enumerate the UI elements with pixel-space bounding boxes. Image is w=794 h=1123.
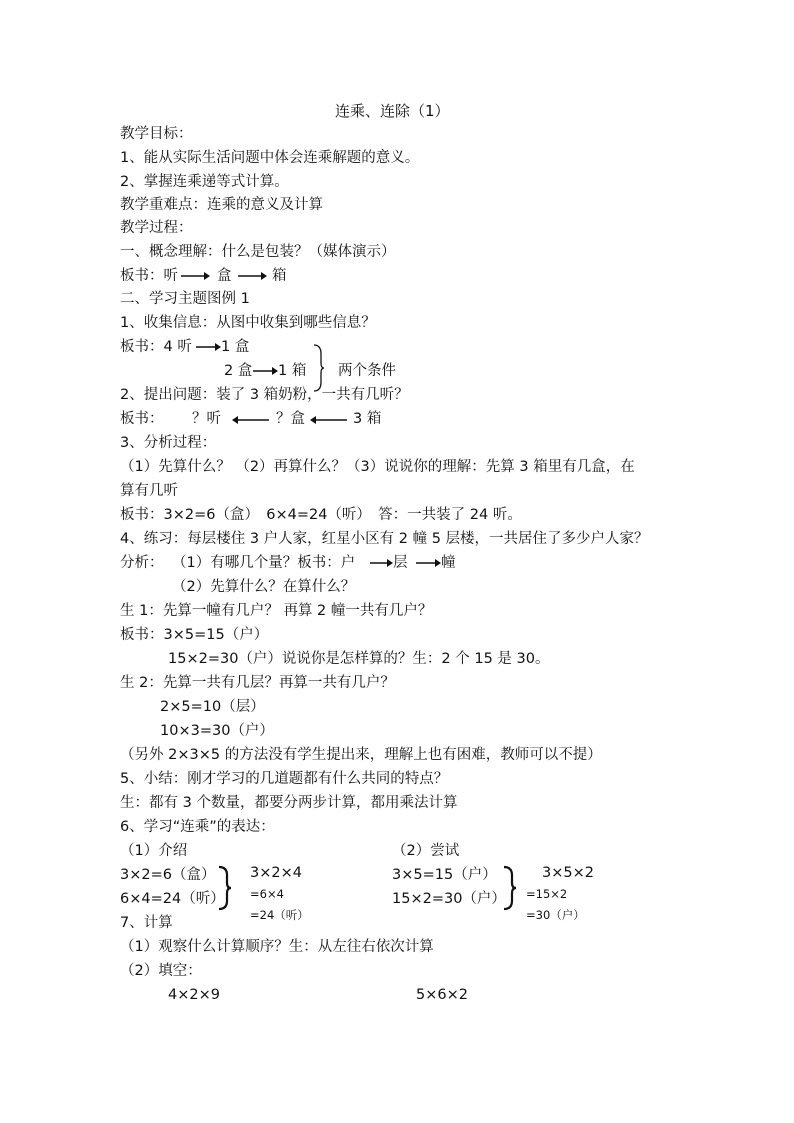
board-4: 板书：3×2=6（盒） 6×4=24（听） 答：一共装了 24 听。	[120, 507, 522, 523]
section-5-summary: 5、小结：刚才学习的几道题都有什么共同的特点？	[120, 771, 449, 787]
analysis-prefix: 分析：	[120, 555, 164, 571]
board-2-line2-left: 2 盒	[224, 363, 253, 379]
left-arrow-icon	[310, 414, 348, 426]
intro-equation-1: 3×2=6（盒）	[120, 867, 216, 883]
board-2-line2-right: 1 箱	[278, 363, 307, 379]
left-arrow-icon	[232, 414, 270, 426]
trial-equation-1: 3×5=15（户）	[392, 867, 497, 883]
student-2-board-2: 10×3=30（户）	[160, 723, 274, 739]
board-1-box: 盒	[217, 268, 232, 284]
board-3-ting: ？听	[192, 411, 221, 427]
fill-expression-1: 4×2×9	[168, 987, 220, 1003]
section-2-item-1: 1、收集信息：从图中收集到哪些信息？	[120, 315, 376, 331]
right-brace-icon	[218, 866, 232, 910]
section-2-item-3: 3、分析过程：	[120, 435, 217, 451]
analysis-q1: （1）有哪几个量？板书：户	[172, 555, 356, 571]
intro-equation-2: 6×4=24（听）	[120, 891, 225, 907]
right-arrow-icon	[369, 557, 393, 569]
right-arrow-icon	[252, 365, 278, 377]
section-4-exercise: 4、练习：每层楼住 3 户人家，红星小区有 2 幢 5 层楼，一共居住了多少户人家？	[120, 531, 649, 547]
intro-step-2: =24（听）	[250, 908, 309, 922]
student-2-board-1: 2×5=10（层）	[160, 699, 265, 715]
intro-heading: （1）介绍	[120, 843, 188, 859]
board-2-line1-left: 板书：4 听	[120, 339, 192, 355]
board-2-conditions: 两个条件	[338, 363, 396, 379]
intro-expression: 3×2×4	[250, 865, 302, 881]
right-arrow-icon	[195, 341, 221, 353]
board-2-line1-right: 1 盒	[221, 339, 250, 355]
section-2: 二、学习主题图例 1	[120, 291, 250, 307]
student-2: 生 2：先算一共有几层？再算一共有几户？	[120, 675, 395, 691]
analysis-questions: （1）先算什么？ （2）再算什么？（3）说说你的理解：先算 3 箱里有几盒，在	[120, 459, 635, 475]
section-7-item-1: （1）观察什么计算顺序？生：从左往右依次计算	[120, 939, 434, 955]
board-3-he: ？盒	[276, 411, 305, 427]
page-title: 连乘、连除（1）	[335, 102, 450, 120]
right-arrow-icon	[180, 270, 210, 282]
teacher-note: （另外 2×3×5 的方法没有学生提出来，理解上也有困难，教师可以不提）	[120, 747, 602, 763]
fill-expression-2: 5×6×2	[416, 987, 468, 1003]
section-7: 7、计算	[120, 915, 173, 931]
board-1-case: 箱	[272, 268, 287, 284]
section-5-answer: 生：都有 3 个数量，都要分两步计算，都用乘法计算	[120, 795, 458, 811]
right-brace-icon	[503, 866, 517, 910]
section-7-item-2: （2）填空：	[120, 963, 202, 979]
analysis-zhuang: 幢	[441, 555, 456, 571]
student-1: 生 1：先算一幢有几户？ 再算 2 幢一共有几户？	[120, 603, 433, 619]
trial-step-1: =15×2	[526, 887, 568, 901]
objectives-heading: 教学目标：	[120, 126, 193, 142]
key-points: 教学重难点：连乘的意义及计算	[120, 197, 323, 213]
right-arrow-icon	[415, 557, 441, 569]
board-3-prefix: 板书：	[120, 411, 164, 427]
section-1: 一、概念理解：什么是包装？（媒体演示）	[120, 244, 396, 260]
analysis-q2: （2）先算什么？在算什么？	[172, 579, 356, 595]
objective-2: 2、掌握连乘递等式计算。	[120, 174, 289, 190]
student-1-board-1: 板书：3×5=15（户）	[120, 627, 269, 643]
analysis-questions-cont: 算有几听	[120, 483, 178, 499]
board-3-xiang: 3 箱	[353, 411, 382, 427]
objective-1: 1、能从实际生活问题中体会连乘解题的意义。	[120, 150, 420, 166]
board-1-prefix: 板书：听	[120, 268, 178, 284]
student-1-board-2: 15×2=30（户）说说你是怎样算的？生：2 个 15 是 30。	[168, 651, 550, 667]
section-2-item-2: 2、提出问题：装了 3 箱奶粉，一共有几听？	[120, 387, 409, 403]
trial-heading: （2）尝试	[392, 843, 460, 859]
trial-expression: 3×5×2	[542, 865, 594, 881]
right-arrow-icon	[237, 270, 267, 282]
intro-step-1: =6×4	[250, 887, 284, 901]
process-heading: 教学过程：	[120, 220, 193, 236]
trial-step-2: =30（户）	[526, 908, 585, 922]
trial-equation-2: 15×2=30（户）	[392, 891, 506, 907]
analysis-ceng: 层	[393, 555, 408, 571]
section-6: 6、学习“连乘”的表达：	[120, 819, 275, 835]
